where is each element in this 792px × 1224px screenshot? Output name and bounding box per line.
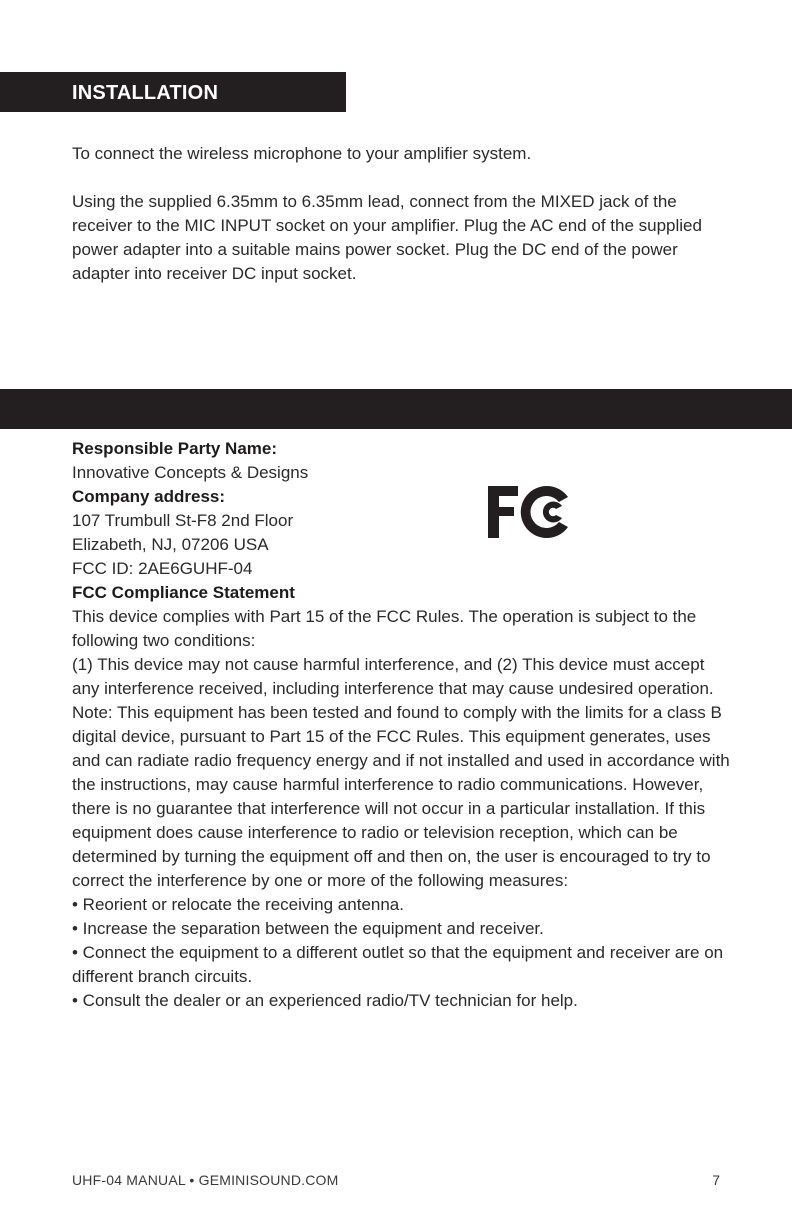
compliance-statement-paragraph-1: This device complies with Part 15 of the FCC Rules. The operation is subject to the following two conditions: [72, 607, 697, 650]
installation-intro: To connect the wireless microphone to your amplifier system. [72, 144, 532, 163]
measure-item: • Consult the dealer or an experienced radio/TV technician for help. [72, 991, 578, 1010]
address-line-1: 107 Trumbull St-F8 2nd Floor [72, 511, 294, 530]
fcc-section-bar [0, 389, 792, 429]
compliance-statement-label: FCC Compliance Statement [72, 583, 295, 602]
responsible-party-label: Responsible Party Name: [72, 439, 278, 458]
footer-page-number: 7 [712, 1172, 720, 1188]
fcc-section [72, 437, 732, 1013]
address-line-2: Elizabeth, NJ, 07206 USA [72, 535, 269, 554]
company-address-label: Company address: [72, 487, 226, 506]
installation-title: INSTALLATION [72, 82, 219, 104]
measure-item: • Reorient or relocate the receiving antenna. [72, 895, 404, 914]
compliance-statement-paragraph-2: (1) This device may not cause harmful interference, and (2) This device must accept any interference received, including interference that may cause undesired operation. [72, 655, 714, 698]
responsible-party-name: Innovative Concepts & Designs [72, 463, 309, 482]
installation-body: Using the supplied 6.35mm to 6.35mm lead, connect from the MIXED jack of the receiver to the MIC INPUT socket on your amplifier. Plug the AC end of the supplied power adapter into a suitable mains power socket. Plug the DC end of the power adapter into receiver DC input socket. [72, 192, 702, 283]
measure-item: • Increase the separation between the equipment and receiver. [72, 919, 544, 938]
footer-manual-title: UHF-04 MANUAL • GEMINISOUND.COM [72, 1172, 339, 1188]
fcc-id: FCC ID: 2AE6GUHF-04 [72, 559, 253, 578]
measure-item: • Connect the equipment to a different outlet so that the equipment and receiver are on different branch circuits. [72, 943, 724, 986]
fcc-logo-icon [486, 484, 574, 540]
compliance-statement-paragraph-3: Note: This equipment has been tested and found to comply with the limits for a class B digital device, pursuant to Part 15 of the FCC Rules. This equipment generates, uses and can radiate radio frequency energy and if not installed and used in accordance with the instructions, may cause harmful interference to radio communications. However, there is no guarantee that interference will not occur in a particular installation. If this equipment does cause interference to radio or television reception, which can be determined by turning the equipment off and then on, the user is encouraged to try to correct the interference by one or more of the following measures: [72, 703, 730, 890]
